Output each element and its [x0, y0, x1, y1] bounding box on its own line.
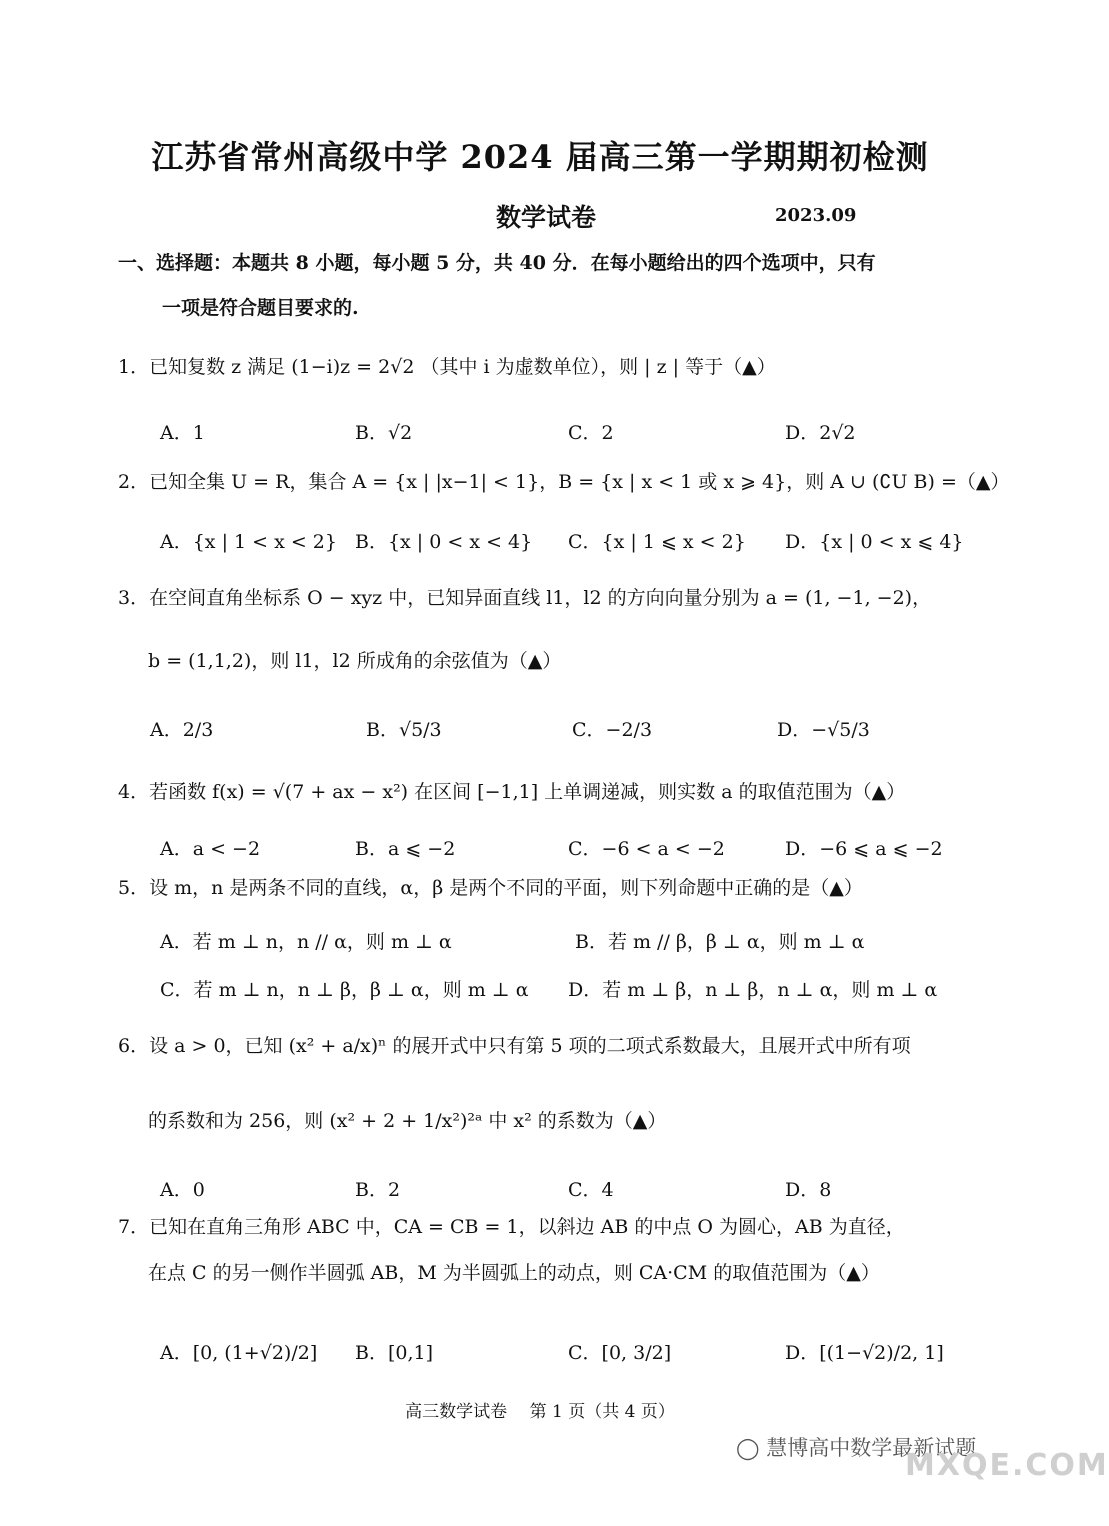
question-3-option-a: A．2/3 — [150, 719, 214, 741]
question-7-option-a: A．[0, (1+√2)/2] — [160, 1342, 318, 1364]
page-footer: 高三数学试卷 第 1 页（共 4 页） — [405, 1402, 675, 1422]
question-7-stem-continued: 在点 C 的另一侧作半圆弧 AB，M 为半圆弧上的动点，则 CA·CM 的取值范围为（▲） — [148, 1262, 880, 1284]
question-5-stem: 5．设 m，n 是两条不同的直线，α，β 是两个不同的平面，则下列命题中正确的是（▲） — [118, 877, 863, 899]
question-3-stem: 3．在空间直角坐标系 O − xyz 中，已知异面直线 l1，l2 的方向向量分别为 a = (1, −1, −2)， — [118, 587, 932, 609]
question-4-option-a: A．a < −2 — [160, 838, 261, 860]
question-3-option-c: C．−2/3 — [572, 719, 653, 741]
question-6-option-c: C．4 — [568, 1179, 614, 1201]
wechat-icon: ◯ — [736, 1436, 760, 1460]
section-heading-line1: 一、选择题：本题共 8 小题，每小题 5 分，共 40 分．在每小题给出的四个选项中，只有 — [118, 252, 876, 274]
question-2-option-c: C．{x | 1 ⩽ x < 2} — [568, 531, 746, 553]
question-5-option-c: C．若 m ⊥ n，n ⊥ β，β ⊥ α，则 m ⊥ α — [160, 979, 529, 1001]
question-4-option-d: D．−6 ⩽ a ⩽ −2 — [785, 838, 943, 860]
watermark-account-text: 慧博高中数学最新试题 — [766, 1436, 977, 1460]
question-2-option-b: B．{x | 0 < x < 4} — [355, 531, 533, 553]
question-1-option-c: C．2 — [568, 422, 614, 444]
question-3-stem-continued: b = (1,1,2)，则 l1，l2 所成角的余弦值为（▲） — [148, 650, 562, 672]
question-2-stem: 2．已知全集 U = R，集合 A = {x | |x−1| < 1}，B = {x | x < 1 或 x ⩾ 4}，则 A ∪ (∁U B) =（▲） — [118, 471, 1010, 493]
question-4-option-c: C．−6 < a < −2 — [568, 838, 725, 860]
question-4-option-b: B．a ⩽ −2 — [355, 838, 456, 860]
question-1-option-b: B．√2 — [355, 422, 413, 444]
section-heading-line2: 一项是符合题目要求的. — [162, 297, 359, 319]
question-7-stem: 7．已知在直角三角形 ABC 中，CA = CB = 1，以斜边 AB 的中点 O 为圆心，AB 为直径， — [118, 1216, 905, 1238]
exam-title: 江苏省常州高级中学 2024 届高三第一学期期初检测 — [151, 138, 929, 176]
question-2-option-a: A．{x | 1 < x < 2} — [160, 531, 337, 553]
question-7-option-d: D．[(1−√2)/2, 1] — [785, 1342, 944, 1364]
question-4-stem: 4．若函数 f(x) = √(7 + ax − x²) 在区间 [−1,1] 上单调递减，则实数 a 的取值范围为（▲） — [118, 781, 906, 803]
question-5-option-b: B．若 m // β，β ⊥ α，则 m ⊥ α — [575, 931, 865, 953]
question-7-option-b: B．[0,1] — [355, 1342, 434, 1364]
question-6-option-b: B．2 — [355, 1179, 401, 1201]
question-7-option-c: C．[0, 3/2] — [568, 1342, 672, 1364]
question-3-option-d: D．−√5/3 — [777, 719, 870, 741]
exam-date: 2023.09 — [775, 205, 857, 226]
question-6-option-a: A．0 — [160, 1179, 205, 1201]
question-1-option-d: D．2√2 — [785, 422, 856, 444]
question-3-option-b: B．√5/3 — [366, 719, 442, 741]
question-1-stem: 1．已知复数 z 满足 (1−i)z = 2√2 （其中 i 为虚数单位），则 | z | 等于（▲） — [118, 356, 776, 378]
exam-subtitle: 数学试卷 — [496, 203, 597, 232]
question-1-option-a: A．1 — [160, 422, 205, 444]
question-5-option-a: A．若 m ⊥ n，n // α，则 m ⊥ α — [160, 931, 452, 953]
question-2-option-d: D．{x | 0 < x ⩽ 4} — [785, 531, 964, 553]
question-6-stem: 6．设 a > 0，已知 (x² + a/x)ⁿ 的展开式中只有第 5 项的二项式系数最大，且展开式中所有项 — [118, 1035, 911, 1057]
question-5-option-d: D．若 m ⊥ β，n ⊥ β，n ⊥ α，则 m ⊥ α — [568, 979, 938, 1001]
question-6-stem-continued: 的系数和为 256，则 (x² + 2 + 1/x²)²ᵃ 中 x² 的系数为（▲） — [148, 1110, 667, 1132]
watermark-site: MXQE.COM — [905, 1448, 1109, 1483]
question-6-option-d: D．8 — [785, 1179, 832, 1201]
